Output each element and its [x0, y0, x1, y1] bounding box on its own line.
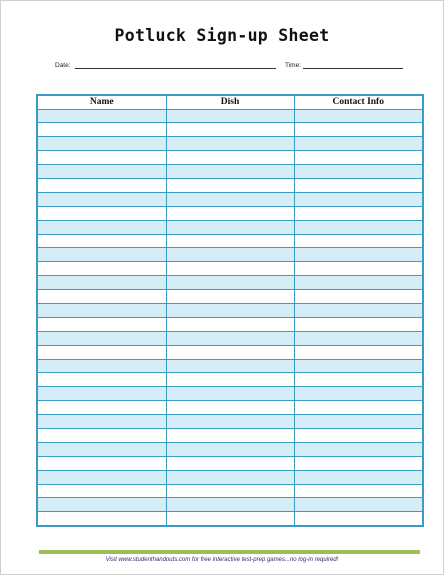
cell-dish[interactable] — [166, 220, 294, 234]
cell-name[interactable] — [37, 331, 166, 345]
cell-contact-info[interactable] — [294, 456, 423, 470]
cell-contact-info[interactable] — [294, 234, 423, 248]
table-row — [37, 165, 423, 179]
table-row — [37, 206, 423, 220]
cell-dish[interactable] — [166, 401, 294, 415]
cell-name[interactable] — [37, 442, 166, 456]
cell-dish[interactable] — [166, 428, 294, 442]
cell-contact-info[interactable] — [294, 290, 423, 304]
table-row — [37, 456, 423, 470]
table-row — [37, 178, 423, 192]
cell-name[interactable] — [37, 248, 166, 262]
page-title: Potluck Sign-up Sheet — [114, 26, 330, 45]
header-dish: Dish — [166, 95, 294, 109]
cell-dish[interactable] — [166, 387, 294, 401]
cell-contact-info[interactable] — [294, 359, 423, 373]
cell-name[interactable] — [37, 109, 166, 123]
cell-dish[interactable] — [166, 234, 294, 248]
table-row — [37, 303, 423, 317]
cell-dish[interactable] — [166, 178, 294, 192]
table-row — [37, 234, 423, 248]
table-body — [37, 109, 423, 526]
cell-dish[interactable] — [166, 151, 294, 165]
table-row — [37, 276, 423, 290]
cell-name[interactable] — [37, 192, 166, 206]
table-header-row — [37, 95, 423, 109]
cell-contact-info[interactable] — [294, 192, 423, 206]
cell-name[interactable] — [37, 345, 166, 359]
cell-contact-info[interactable] — [294, 401, 423, 415]
cell-name[interactable] — [37, 373, 166, 387]
date-field — [55, 59, 277, 71]
cell-contact-info[interactable] — [294, 331, 423, 345]
cell-name[interactable] — [37, 276, 166, 290]
table-row — [37, 470, 423, 484]
cell-name[interactable] — [37, 470, 166, 484]
cell-contact-info[interactable] — [294, 512, 423, 526]
table-row — [37, 484, 423, 498]
cell-contact-info[interactable] — [294, 137, 423, 151]
time-blank-line — [303, 68, 403, 69]
table-row — [37, 498, 423, 512]
cell-dish[interactable] — [166, 303, 294, 317]
time-field — [285, 59, 405, 71]
cell-dish[interactable] — [166, 373, 294, 387]
header-name: Name — [37, 95, 166, 109]
cell-dish[interactable] — [166, 137, 294, 151]
cell-contact-info[interactable] — [294, 303, 423, 317]
cell-dish[interactable] — [166, 109, 294, 123]
cell-name[interactable] — [37, 234, 166, 248]
cell-contact-info[interactable] — [294, 498, 423, 512]
date-blank-line — [75, 68, 276, 69]
cell-name[interactable] — [37, 178, 166, 192]
cell-contact-info[interactable] — [294, 276, 423, 290]
cell-dish[interactable] — [166, 123, 294, 137]
cell-dish[interactable] — [166, 317, 294, 331]
cell-name[interactable] — [37, 206, 166, 220]
cell-name[interactable] — [37, 359, 166, 373]
cell-name[interactable] — [37, 512, 166, 526]
table-row — [37, 428, 423, 442]
cell-dish[interactable] — [166, 484, 294, 498]
table-row — [37, 137, 423, 151]
cell-dish[interactable] — [166, 331, 294, 345]
cell-contact-info[interactable] — [294, 165, 423, 179]
cell-contact-info[interactable] — [294, 442, 423, 456]
table-row — [37, 373, 423, 387]
cell-dish[interactable] — [166, 359, 294, 373]
cell-dish[interactable] — [166, 512, 294, 526]
signup-table — [36, 94, 424, 527]
cell-contact-info[interactable] — [294, 109, 423, 123]
cell-dish[interactable] — [166, 206, 294, 220]
table-row — [37, 331, 423, 345]
cell-dish[interactable] — [166, 415, 294, 429]
cell-name[interactable] — [37, 123, 166, 137]
cell-name[interactable] — [37, 262, 166, 276]
cell-dish[interactable] — [166, 442, 294, 456]
cell-name[interactable] — [37, 165, 166, 179]
cell-contact-info[interactable] — [294, 345, 423, 359]
cell-dish[interactable] — [166, 248, 294, 262]
cell-name[interactable] — [37, 290, 166, 304]
header-contact-info: Contact Info — [294, 95, 423, 109]
cell-name[interactable] — [37, 428, 166, 442]
cell-name[interactable] — [37, 456, 166, 470]
footer-note: Visit www.studenthandouts.com for free interactive test-prep games...no log-in required! — [105, 557, 339, 563]
table-row — [37, 109, 423, 123]
cell-contact-info[interactable] — [294, 248, 423, 262]
cell-name[interactable] — [37, 303, 166, 317]
cell-name[interactable] — [37, 484, 166, 498]
cell-name[interactable] — [37, 137, 166, 151]
cell-contact-info[interactable] — [294, 484, 423, 498]
table-row — [37, 317, 423, 331]
table-row — [37, 442, 423, 456]
cell-contact-info[interactable] — [294, 317, 423, 331]
table-row — [37, 123, 423, 137]
cell-contact-info[interactable] — [294, 428, 423, 442]
cell-contact-info[interactable] — [294, 206, 423, 220]
cell-name[interactable] — [37, 415, 166, 429]
table-row — [37, 512, 423, 526]
table-row — [37, 192, 423, 206]
cell-dish[interactable] — [166, 498, 294, 512]
cell-contact-info[interactable] — [294, 470, 423, 484]
table-row — [37, 220, 423, 234]
cell-name[interactable] — [37, 498, 166, 512]
cell-name[interactable] — [37, 220, 166, 234]
cell-contact-info[interactable] — [294, 262, 423, 276]
footer-divider-bar — [39, 550, 420, 554]
cell-dish[interactable] — [166, 262, 294, 276]
table-row — [37, 345, 423, 359]
cell-contact-info[interactable] — [294, 387, 423, 401]
table-row — [37, 290, 423, 304]
cell-contact-info[interactable] — [294, 220, 423, 234]
cell-name[interactable] — [37, 151, 166, 165]
cell-contact-info[interactable] — [294, 415, 423, 429]
cell-contact-info[interactable] — [294, 123, 423, 137]
table-row — [37, 262, 423, 276]
cell-dish[interactable] — [166, 290, 294, 304]
cell-dish[interactable] — [166, 345, 294, 359]
cell-dish[interactable] — [166, 192, 294, 206]
table-row — [37, 401, 423, 415]
cell-dish[interactable] — [166, 456, 294, 470]
cell-name[interactable] — [37, 401, 166, 415]
time-label: Time: — [285, 62, 302, 69]
table-row — [37, 387, 423, 401]
cell-dish[interactable] — [166, 276, 294, 290]
cell-dish[interactable] — [166, 470, 294, 484]
table-row — [37, 415, 423, 429]
cell-dish[interactable] — [166, 165, 294, 179]
cell-name[interactable] — [37, 387, 166, 401]
cell-contact-info[interactable] — [294, 151, 423, 165]
cell-contact-info[interactable] — [294, 178, 423, 192]
table-row — [37, 359, 423, 373]
cell-name[interactable] — [37, 317, 166, 331]
date-label: Date: — [55, 62, 71, 69]
table-row — [37, 248, 423, 262]
cell-contact-info[interactable] — [294, 373, 423, 387]
table-row — [37, 151, 423, 165]
